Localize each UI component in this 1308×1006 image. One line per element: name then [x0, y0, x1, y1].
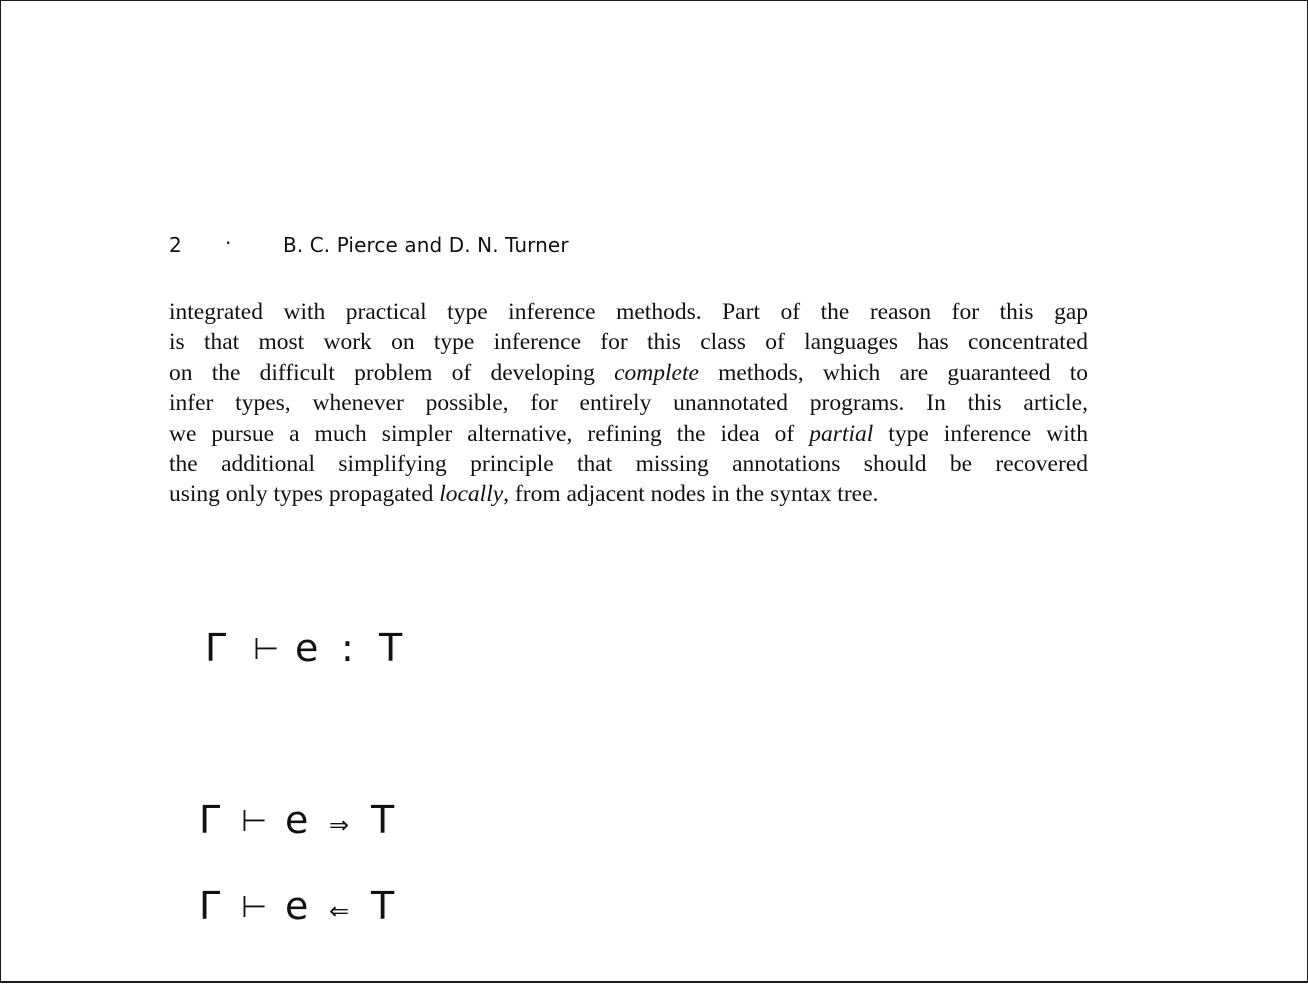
synthesis-arrow-icon: ⇒ — [329, 811, 350, 839]
text-run: type inference with — [873, 420, 1088, 447]
text-run: we pursue a much simpler alternative, refining the idea of — [169, 420, 810, 447]
type-symbol: T — [371, 884, 395, 928]
term-symbol: e — [295, 626, 319, 670]
turnstile-symbol: ⊢ — [241, 804, 268, 839]
paragraph-line — [169, 479, 1088, 509]
term-symbol: e — [285, 798, 309, 842]
paragraph-line — [169, 419, 1088, 449]
term-symbol: e — [285, 884, 309, 928]
text-run: , from adjacent nodes in the syntax tree. — [503, 481, 879, 508]
body-paragraph — [169, 297, 1088, 510]
text-run: using only types propagated — [169, 481, 440, 508]
header-authors: B. C. Pierce and D. N. Turner — [283, 233, 569, 257]
paragraph-line — [169, 358, 1088, 388]
paragraph-line: integrated with practical type inference methods. Part of the reason for this gap — [169, 299, 1088, 325]
emphasis-complete: complete — [614, 359, 699, 386]
page-number: 2 — [169, 233, 182, 257]
text-run: on the difficult problem of developing — [169, 359, 615, 386]
type-symbol: T — [371, 798, 395, 842]
turnstile-symbol: ⊢ — [253, 632, 280, 667]
emphasis-partial: partial — [809, 420, 874, 447]
header-separator: · — [225, 231, 232, 255]
text-run: methods, which are guaranteed to — [698, 359, 1089, 386]
paragraph-line: is that most work on type inference for this class of languages has concentrated — [169, 329, 1088, 356]
emphasis-locally: locally — [439, 481, 504, 508]
relation-symbol: : — [341, 626, 354, 670]
paragraph-line: the additional simplifying principle that missing annotations should be recovered — [169, 450, 1088, 477]
context-symbol: Γ — [205, 626, 227, 670]
turnstile-symbol: ⊢ — [241, 890, 268, 925]
context-symbol: Γ — [199, 798, 221, 842]
checking-arrow-icon: ⇐ — [329, 897, 350, 925]
context-symbol: Γ — [199, 884, 221, 928]
paragraph-line: infer types, whenever possible, for entirely unannotated programs. In this article, — [169, 390, 1088, 417]
type-symbol: T — [379, 626, 403, 670]
